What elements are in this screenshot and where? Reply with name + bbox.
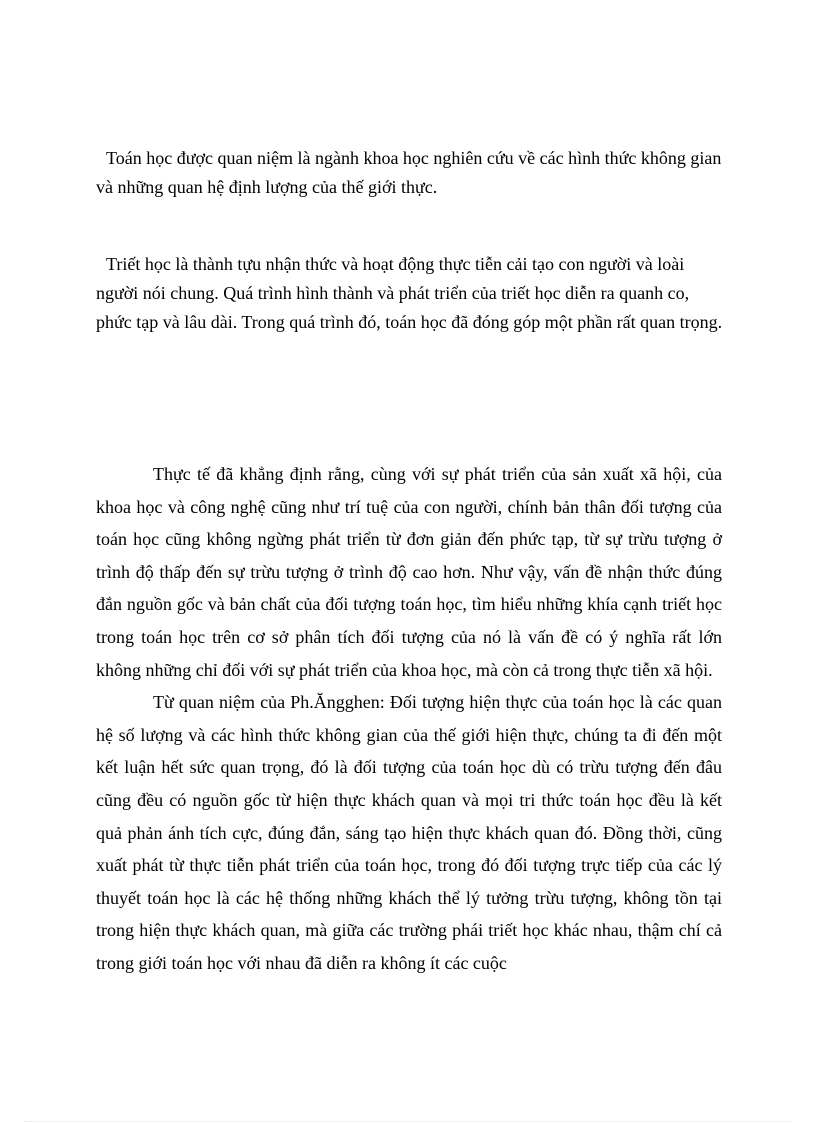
- intro-paragraph-2: [96, 250, 728, 337]
- intro-paragraph-1: [96, 144, 728, 202]
- intro-paragraph-1-text: Toán học được quan niệm là ngành khoa học nghiên cứu về các hình thức không gian và những quan hệ định lượng của thế giới thực.: [96, 148, 722, 197]
- body-text: [96, 458, 722, 980]
- page-bottom-divider: [24, 1121, 792, 1122]
- body-paragraph-2: Từ quan niệm của Ph.Ăngghen: Đối tượng hiện thực của toán học là các quan hệ số lượng và các hình thức không gian của thế giới hiện thực, chúng ta đi đến một kết luận hết sức quan trọng, đó là đối tượng của toán học dù có trừu tượng đến đâu cũng đều có nguồn gốc từ hiện thực khách quan và mọi tri thức toán học đều là kết quả phản ánh tích cực, đúng đắn, sáng tạo hiện thực khách quan đó. Đồng thời, cũng xuất phát từ thực tiễn phát triển của toán học, trong đó đối tượng trực tiếp của các lý thuyết toán học là các hệ thống những khách thể lý tưởng trừu tượng, không tồn tại trong hiện thực khách quan, mà giữa các trường phái triết học khác nhau, thậm chí cả trong giới toán học với nhau đã diễn ra không ít các cuộc: [96, 692, 722, 973]
- body-paragraph-1: Thực tế đã khẳng định rằng, cùng với sự phát triển của sản xuất xã hội, của khoa học và công nghệ cũng như trí tuệ của con người, chính bản thân đối tượng của toán học cũng không ngừng phát triển từ đơn giản đến phức tạp, từ sự trừu tượng ở trình độ thấp đến sự trừu tượng ở trình độ cao hơn. Như vậy, vấn đề nhận thức đúng đắn nguồn gốc và bản chất của đối tượng toán học, tìm hiểu những khía cạnh triết học trong toán học trên cơ sở phân tích đối tượng của nó là vấn đề có ý nghĩa rất lớn không những chỉ đối với sự phát triển của khoa học, mà còn cả trong thực tiễn xã hội.: [96, 464, 722, 680]
- intro-paragraph-2-text: Triết học là thành tựu nhận thức và hoạt động thực tiễn cải tạo con người và loài người nói chung. Quá trình hình thành và phát triển của triết học diễn ra quanh co, phức tạp và lâu dài. Trong quá trình đó, toán học đã đóng góp một phần rất quan trọng.: [96, 254, 723, 332]
